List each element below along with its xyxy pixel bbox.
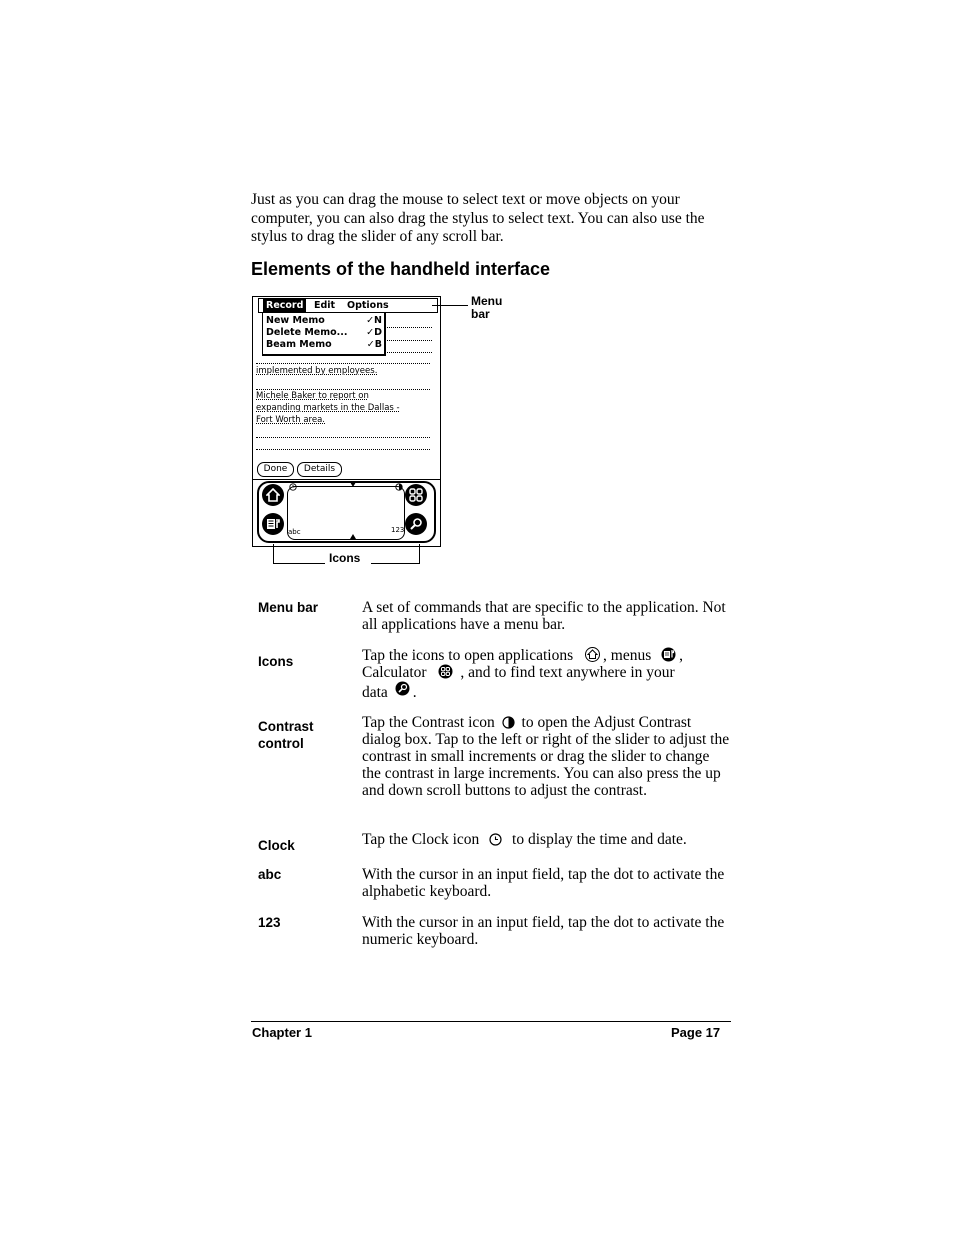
menu-item-shortcut: ✓D xyxy=(366,327,382,338)
find-icon[interactable] xyxy=(405,513,427,535)
triangle-down-icon xyxy=(350,482,356,489)
def-menu-bar: A set of commands that are specific to the application. Not all applications have a menu bar. xyxy=(362,599,726,633)
abc-label[interactable]: abc xyxy=(288,528,301,536)
record-dropdown xyxy=(262,312,386,356)
section-heading: Elements of the handheld interface xyxy=(251,259,551,279)
menu-item-label: Delete Memo... xyxy=(266,327,348,338)
calculator-icon xyxy=(438,664,453,679)
def-icons-text: Calculator xyxy=(362,664,427,681)
find-icon xyxy=(395,681,410,696)
details-button[interactable]: Details xyxy=(297,462,342,477)
menu-item-shortcut: ✓B xyxy=(366,339,382,350)
memo-text-line: Fort Worth area. xyxy=(256,415,325,425)
contrast-icon[interactable] xyxy=(395,483,403,493)
footer-page-number: Page 17 xyxy=(671,1025,721,1040)
def-icons xyxy=(362,647,732,701)
term-icons: Icons xyxy=(258,654,294,669)
menu-item-label: New Memo xyxy=(266,315,325,326)
done-button[interactable]: Done xyxy=(257,462,294,477)
memo-line xyxy=(256,449,430,450)
callout-line-icons-right xyxy=(419,544,420,564)
def-abc: With the cursor in an input field, tap the dot to activate the alphabetic keyboard. xyxy=(362,866,725,900)
menu-icon xyxy=(661,647,676,662)
def-contrast-text: Tap the Contrast icon xyxy=(362,714,495,731)
callout-icons: Icons xyxy=(329,551,361,565)
def-icons-text: . xyxy=(412,684,417,701)
menu-item-delete-memo[interactable] xyxy=(266,327,382,339)
footer-chapter: Chapter 1 xyxy=(252,1025,312,1040)
memo-text-line: Michele Baker to report on xyxy=(256,391,369,401)
def-icons-text: Tap the icons to open applications xyxy=(362,647,574,664)
clock-icon xyxy=(489,833,502,846)
menu-item-beam-memo[interactable] xyxy=(266,339,382,351)
def-icons-text: data xyxy=(362,684,388,701)
callout-menu-bar: Menu bar xyxy=(471,294,503,321)
menu-edit[interactable]: Edit xyxy=(314,300,336,311)
callout-line-icons-right-h xyxy=(371,563,420,564)
home-icon[interactable] xyxy=(262,484,284,506)
memo-text-line: implemented by employees. xyxy=(256,366,378,376)
term-menu-bar: Menu bar xyxy=(258,600,319,615)
def-clock-text: to display the time and date. xyxy=(512,831,687,848)
menu-bar[interactable] xyxy=(258,298,438,313)
menu-item-new-memo[interactable] xyxy=(266,315,382,327)
menu-item-shortcut: ✓N xyxy=(366,315,382,326)
term-123: 123 xyxy=(258,915,281,930)
callout-line-icons-left xyxy=(273,544,274,564)
def-contrast xyxy=(362,714,732,799)
memo-line xyxy=(256,437,430,438)
triangle-up-icon xyxy=(350,534,356,541)
num-label[interactable]: 123 xyxy=(391,526,405,534)
screen-divider xyxy=(253,479,440,480)
callout-line-menu xyxy=(432,305,468,306)
def-contrast-text: to open the Adjust Contrast dialog box. Tap to the left or right of the slider to adjust the contrast in small increments or drag the slider to change the contrast in large increments. You can also press the up and down scroll buttons to adjust the contrast. xyxy=(362,714,730,799)
callout-line-icons-left-h xyxy=(273,563,325,564)
term-clock: Clock xyxy=(258,838,295,853)
def-clock-text: Tap the Clock icon xyxy=(362,831,480,848)
menu-record[interactable]: Record xyxy=(263,299,306,312)
clock-icon[interactable] xyxy=(289,483,297,493)
home-icon xyxy=(585,647,600,662)
memo-line xyxy=(387,327,432,328)
menu-item-label: Beam Memo xyxy=(266,339,332,350)
menu-options[interactable]: Options xyxy=(347,300,389,311)
term-abc: abc xyxy=(258,867,282,882)
def-icons-text: , xyxy=(679,647,683,664)
graffiti-area[interactable] xyxy=(287,486,405,540)
memo-line xyxy=(387,340,432,341)
def-icons-text: , and to find text anywhere in your xyxy=(460,664,675,681)
def-clock xyxy=(362,831,732,848)
term-contrast: Contrast control xyxy=(258,719,314,751)
memo-line xyxy=(256,363,430,364)
memo-text-line: expanding markets in the Dallas - xyxy=(256,403,400,413)
calculator-icon[interactable] xyxy=(405,484,427,506)
footer-rule xyxy=(251,1021,731,1022)
handheld-screenshot xyxy=(252,296,441,547)
contrast-icon xyxy=(502,716,515,729)
menu-icon[interactable] xyxy=(262,513,284,535)
def-icons-text: , menus xyxy=(603,647,652,664)
def-123: With the cursor in an input field, tap the dot to activate the numeric keyboard. xyxy=(362,914,725,948)
memo-line xyxy=(387,352,432,353)
intro-paragraph: Just as you can drag the mouse to select text or move objects on your computer, you can also drag the stylus to select text. You can also use the stylus to drag the slider of any scroll bar. xyxy=(251,191,705,245)
